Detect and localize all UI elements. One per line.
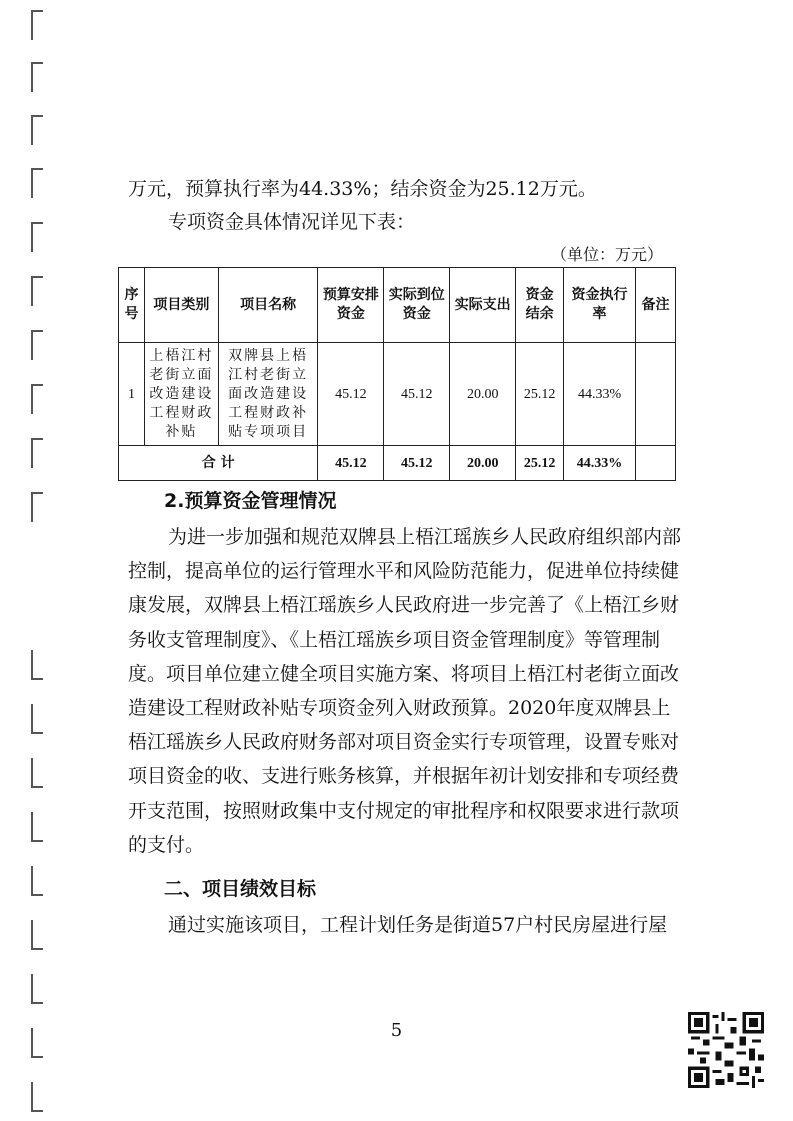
header-cell: 项目类别	[144, 268, 218, 343]
binder-mark	[31, 758, 43, 788]
binder-mark	[31, 115, 43, 145]
binder-mark	[31, 974, 43, 1004]
binder-mark	[31, 704, 43, 734]
section-body-performance-goals: 通过实施该项目，工程计划任务是街道57户村民房屋进行屋	[168, 914, 668, 936]
header-cell: 序号	[119, 268, 145, 343]
binder-mark	[31, 10, 43, 40]
table-cell: 45.12	[318, 343, 384, 446]
binder-mark	[31, 1082, 43, 1112]
header-cell: 项目名称	[218, 268, 318, 343]
binder-mark	[31, 384, 43, 414]
page-number: 5	[390, 1020, 403, 1041]
binder-mark	[31, 812, 43, 842]
header-cell: 备注	[636, 268, 676, 343]
total-cell: 25.12	[516, 446, 564, 481]
table-row	[119, 343, 676, 446]
table-cell: 25.12	[516, 343, 564, 446]
table-cell: 上梧江村老街立面改造建设工程财政补贴	[144, 343, 218, 446]
binder-mark	[31, 62, 43, 92]
binder-mark	[31, 276, 43, 306]
table-header-row	[119, 268, 676, 343]
total-cell: 45.12	[318, 446, 384, 481]
binder-mark	[31, 168, 43, 198]
unit-label: （单位：万元）	[550, 245, 663, 264]
binder-marks	[0, 0, 60, 1121]
total-cell: 45.12	[384, 446, 450, 481]
table-cell	[636, 343, 676, 446]
binder-mark	[31, 492, 43, 522]
binder-mark	[31, 438, 43, 468]
table-cell: 45.12	[384, 343, 450, 446]
section-heading-budget-management: 2.预算资金管理情况	[164, 490, 337, 512]
table-total-row	[119, 446, 676, 481]
intro-line-1: 万元，预算执行率为44.33%；结余资金为25.12万元。	[128, 178, 597, 200]
intro-line-2: 专项资金具体情况详见下表：	[168, 211, 416, 233]
section-heading-performance-goals: 二、项目绩效目标	[164, 878, 317, 900]
header-cell: 实际到位资金	[384, 268, 450, 343]
binder-mark	[31, 866, 43, 896]
qr-code-icon	[688, 1012, 764, 1088]
total-cell	[636, 446, 676, 481]
budget-table	[118, 267, 676, 481]
header-cell: 实际支出	[450, 268, 516, 343]
total-cell: 20.00	[450, 446, 516, 481]
binder-mark	[31, 222, 43, 252]
binder-mark	[31, 920, 43, 950]
section-body-budget-management: 为进一步加强和规范双牌县上梧江瑶族乡人民政府组织部内部控制，提高单位的运行管理水平和风险防范能力，促进单位持续健康发展，双牌县上梧江瑶族乡人民政府进一步完善了《上梧江乡财务收支管理制度》、《上梧江瑶族乡项目资金管理制度》等管理制度。项目单位建立健全项目实施方案、将项目上梧江村老街立面改造建设工程财政补贴专项资金列入财政预算。2020年度双牌县上梧江瑶族乡人民政府财务部对项目资金实行专项管理，设置专账对项目资金的收、支进行账务核算，并根据年初计划安排和专项经费开支范围，按照财政集中支付规定的审批程序和权限要求进行款项的支付。	[128, 526, 682, 856]
total-label: 合 计	[119, 446, 318, 481]
table-cell: 20.00	[450, 343, 516, 446]
binder-mark	[31, 330, 43, 360]
table-cell: 1	[119, 343, 145, 446]
total-cell: 44.33%	[564, 446, 636, 481]
header-cell: 资金执行率	[564, 268, 636, 343]
table-cell: 双牌县上梧江村老街立面改造建设工程财政补贴专项项目	[218, 343, 318, 446]
header-cell: 预算安排资金	[318, 268, 384, 343]
table-cell: 44.33%	[564, 343, 636, 446]
header-cell: 资金结余	[516, 268, 564, 343]
binder-mark	[31, 650, 43, 680]
